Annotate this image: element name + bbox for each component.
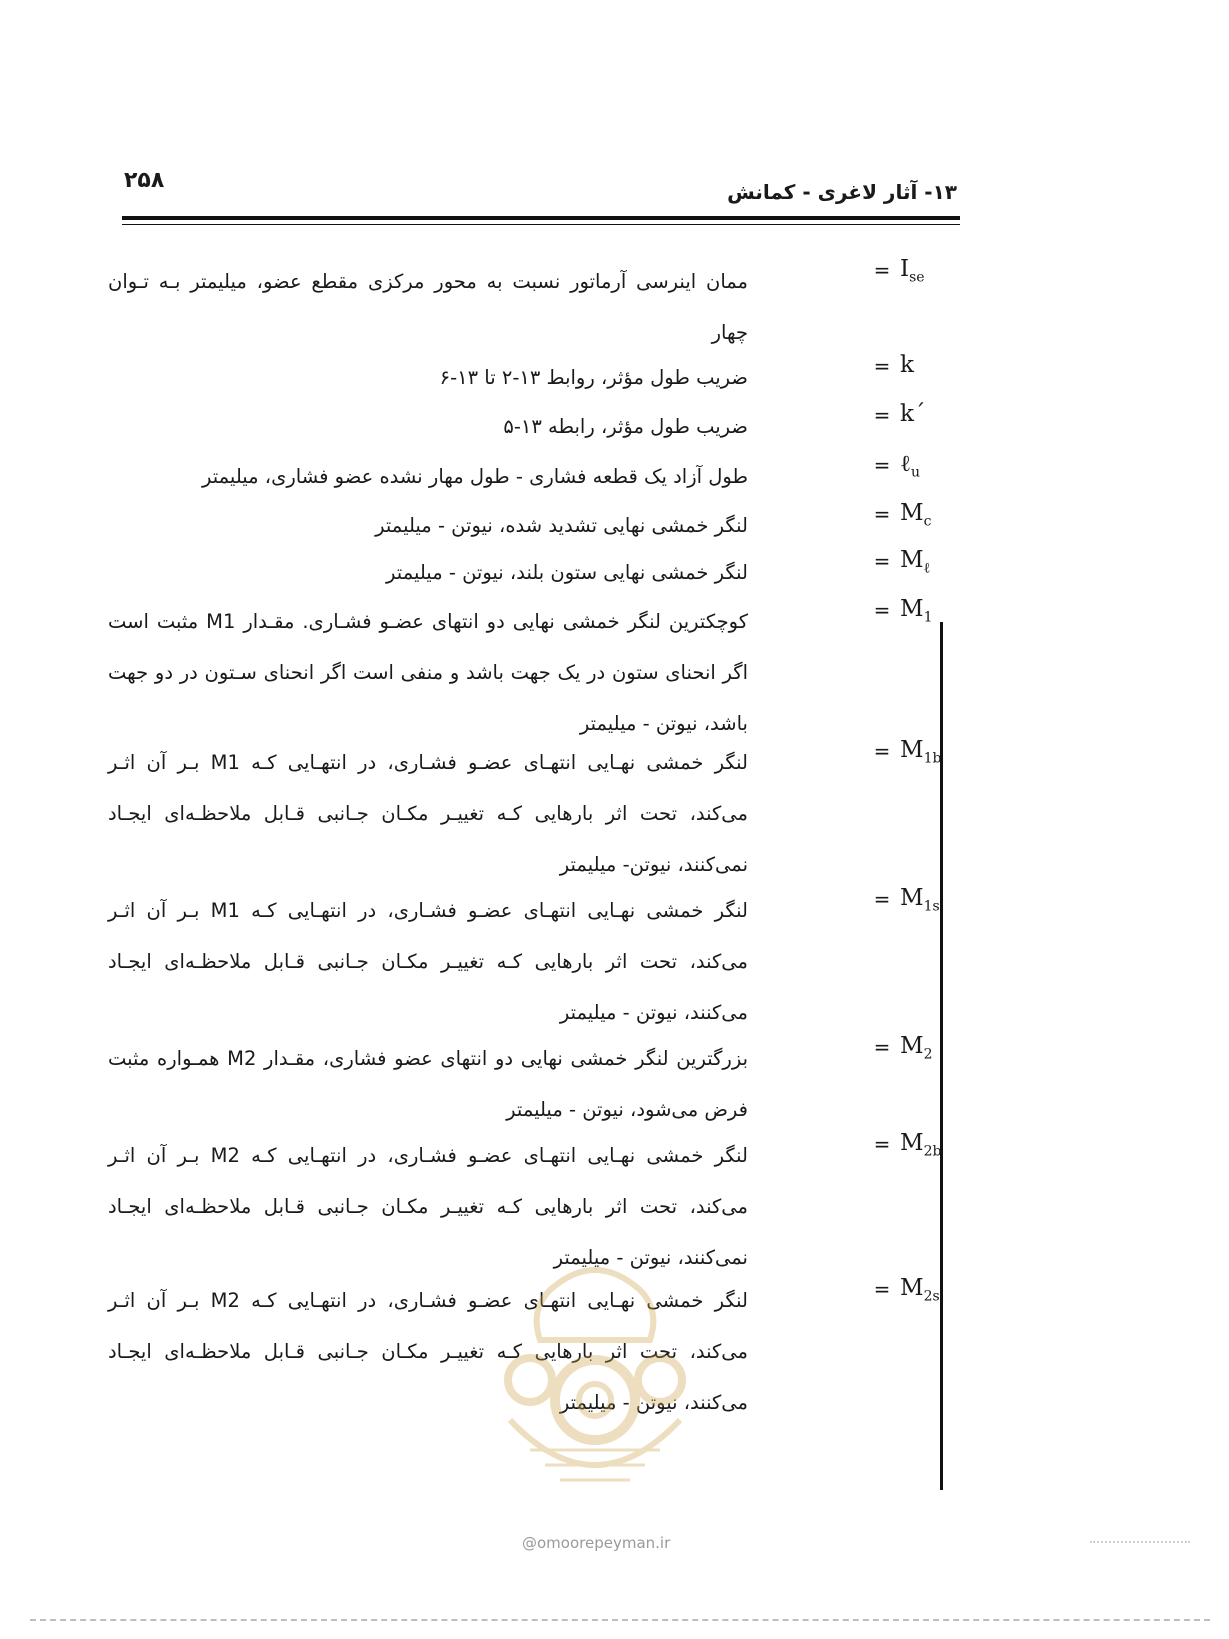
notation-symbol: $M_{2s}$: [900, 1275, 940, 1305]
notation-definition: بزرگترین لنگر خمشی نهایی دو انتهای عضو فشاری، مقـدار M2 همـواره مثبت فرض می‌شود، نیوتن - میلیمتر: [108, 1047, 749, 1121]
notation-definition: لنگر خمشی نهایی ستون بلند، نیوتن - میلیمتر: [386, 561, 748, 584]
notation-definition: لنگر خمشی نهـایی انتهـای عضـو فشـاری، در انتهـایی کـه M2 بـر آن اثـر می‌کند، تحت اثر بارهایی کـه تغییـر مکـان جـانبی قـابل ملاحظـه‌ای ایجـاد می‌کنند، نیوتن - میلیمتر: [108, 1289, 748, 1414]
equals-sign: =: [873, 739, 891, 763]
equals-sign: =: [873, 258, 891, 282]
notation-symbol: $M_1$: [900, 596, 933, 626]
equals-sign: =: [873, 549, 891, 573]
equals-sign: =: [873, 453, 891, 477]
header-rule: [122, 216, 960, 220]
page-number: ۲۵۸: [124, 168, 165, 193]
notation-symbol: $M_{2b}$: [900, 1130, 942, 1160]
equals-sign: =: [873, 1277, 891, 1301]
site-url: @omoorepeyman.ir: [522, 1534, 671, 1552]
notation-definition: لنگر خمشی نهـایی انتهـای عضـو فشـاری، در انتهـایی کـه M2 بـر آن اثـر می‌کند، تحت اثر بارهایی کـه تغییـر مکـان جـانبی قـابل ملاحظـه‌ای ایجـاد نمی‌کنند، نیوتن - میلیمتر: [108, 1144, 748, 1269]
notation-definition: لنگر خمشی نهـایی انتهـای عضـو فشـاری، در انتهـایی کـه M1 بـر آن اثـر می‌کند، تحت اثر بارهایی کـه تغییـر مکـان جـانبی قـابل ملاحظـه‌ای ایجـاد نمی‌کنند، نیوتن- میلیمتر: [108, 751, 748, 876]
notation-symbol: $I_{se}$: [900, 256, 925, 286]
notation-symbol: ℓ$_u$: [900, 451, 921, 481]
notation-definition: ضریب طول مؤثر، روابط ۱۳-۲ تا ۱۳-۶: [439, 366, 748, 389]
watermark-seal-icon: [490, 1250, 700, 1500]
notation-symbol: $M_{1s}$: [900, 885, 940, 915]
notation-definition: لنگر خمشی نهایی تشدید شده، نیوتن - میلیمتر: [375, 514, 748, 537]
chapter-title: ۱۳- آثار لاغری - کمانش: [727, 180, 957, 204]
notation-symbol: k: [900, 352, 914, 378]
equals-sign: =: [873, 598, 891, 622]
notation-definition: طول آزاد یک قطعه فشاری - طول مهار نشده عضو فشاری، میلیمتر: [202, 465, 748, 488]
notation-definition: ضریب طول مؤثر، رابطه ۱۳-۵: [503, 415, 748, 438]
equals-sign: =: [873, 887, 891, 911]
notation-symbol: $M_\ell$: [900, 547, 931, 577]
notation-symbol: $M_c$: [900, 500, 932, 530]
notation-symbol: $M_{1b}$: [900, 737, 942, 767]
equals-sign: =: [873, 1132, 891, 1156]
equals-sign: =: [873, 502, 891, 526]
scan-artifact: [1090, 1541, 1190, 1543]
header-rule-thin: [122, 224, 960, 225]
notation-symbol: $M_2$: [900, 1033, 933, 1063]
equals-sign: =: [873, 354, 891, 378]
notation-definition: لنگر خمشی نهـایی انتهـای عضـو فشـاری، در انتهـایی کـه M1 بـر آن اثـر می‌کند، تحت اثر بارهایی کـه تغییـر مکـان جـانبی قـابل ملاحظـه‌ای ایجـاد می‌کنند، نیوتن - میلیمتر: [108, 899, 748, 1024]
notation-symbol: k´: [900, 401, 926, 427]
footer-dashed-line: [30, 1619, 1210, 1621]
equals-sign: =: [873, 1035, 891, 1059]
notation-definition: ممان اینرسی آرماتور نسبت به محور مرکزی مقطع عضو، میلیمتر بـه تـوان چهار: [108, 270, 748, 344]
notation-definition: کوچکترین لنگر خمشی نهایی دو انتهای عضـو فشـاری. مقـدار M1 مثبت است اگر انحنای ستون در یک جهت باشد و منفی است اگر انحنای سـتون در دو جهت باشد، نیوتن - میلیمتر: [108, 610, 748, 735]
equals-sign: =: [873, 403, 891, 427]
